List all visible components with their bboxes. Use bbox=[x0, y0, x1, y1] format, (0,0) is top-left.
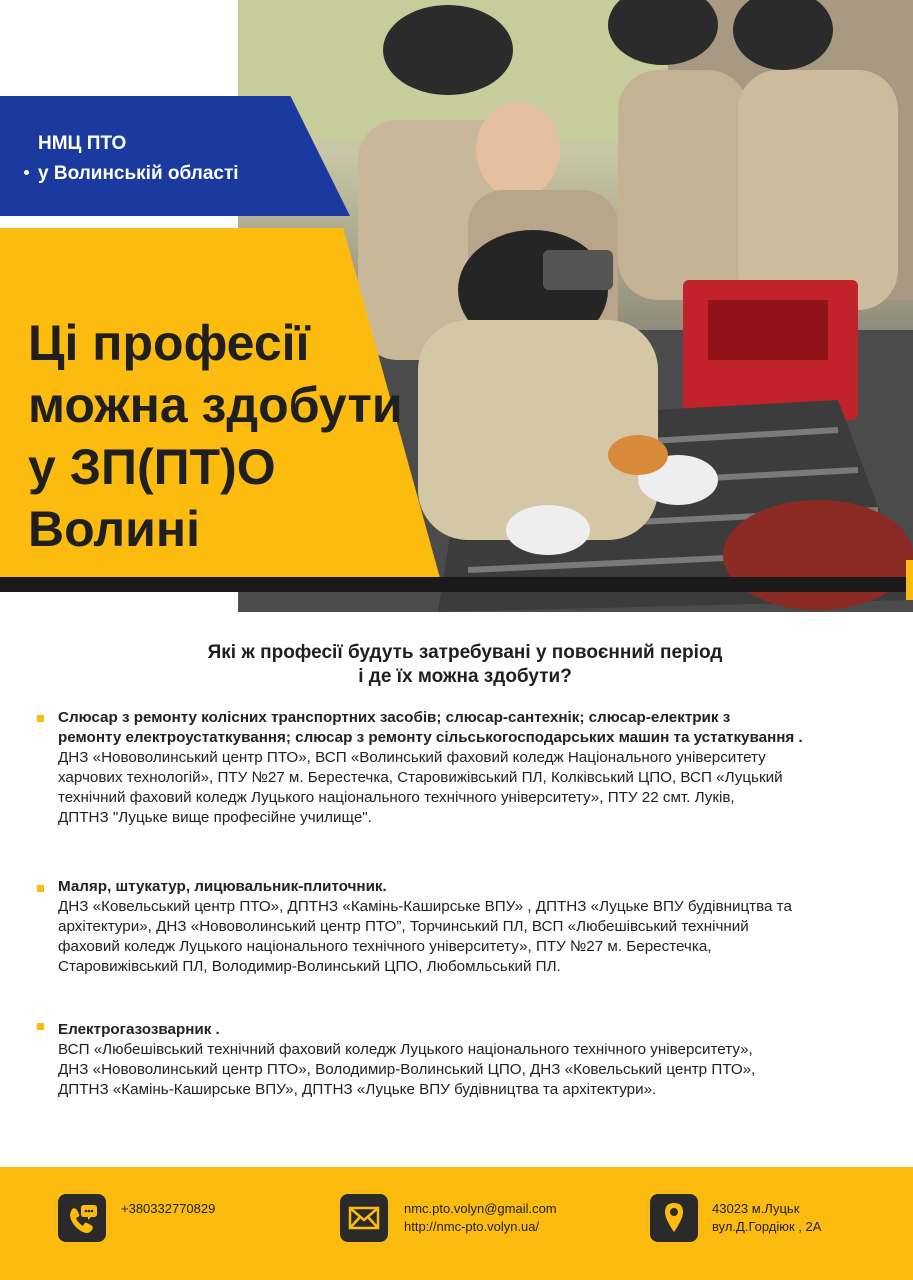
institutions-line: ДПТНЗ «Камінь-Каширське ВПУ», ДПТНЗ «Луцьке ВПУ будівництва та архітектури». bbox=[58, 1081, 657, 1098]
section-question bbox=[120, 641, 810, 689]
mail-icon bbox=[340, 1194, 388, 1242]
phone-chat-icon bbox=[58, 1194, 106, 1242]
question-line: Які ж професії будуть затребувані у повоєнний період bbox=[207, 642, 723, 663]
bullet-icon bbox=[37, 885, 44, 892]
org-name-line1: НМЦ ПТО bbox=[38, 133, 127, 154]
profession-title-line: ремонту електроустаткування; слюсар з ремонту сільськогосподарських машин та устаткування . bbox=[58, 729, 803, 746]
location-pin-icon bbox=[650, 1194, 698, 1242]
profession-item bbox=[58, 708, 878, 828]
institutions-list bbox=[58, 748, 878, 828]
institutions-line: харчових технологій», ПТУ №27 м. Берестечка, Старовижівський ПЛ, Колківський ЦПО, ВСП «Луцький bbox=[58, 769, 783, 786]
address-line: 43023 м.Луцьк bbox=[712, 1201, 800, 1216]
institutions-line: архітектури», ДНЗ «Нововолинський центр ПТО”, Торчинський ПЛ, ВСП «Любешівський технічний bbox=[58, 918, 749, 935]
divider-bar bbox=[0, 577, 913, 592]
profession-item bbox=[58, 877, 878, 977]
email-link[interactable]: nmc.pto.volyn@gmail.com bbox=[404, 1201, 557, 1216]
institutions-list bbox=[58, 1040, 878, 1100]
website-link[interactable]: http://nmc-pto.volyn.ua/ bbox=[404, 1219, 540, 1234]
institutions-line: ДПТНЗ "Луцьке вище професійне училище". bbox=[58, 809, 372, 826]
title-line: Волині bbox=[28, 501, 200, 557]
bullet-icon bbox=[37, 715, 44, 722]
profession-title-line: Електрогазозварник . bbox=[58, 1021, 220, 1038]
footer-address bbox=[712, 1200, 821, 1236]
title-line: можна здобути bbox=[28, 377, 403, 433]
org-name-line2: у Волинській області bbox=[38, 163, 239, 184]
bullet-icon bbox=[37, 1023, 44, 1030]
phone-number[interactable]: +380332770829 bbox=[121, 1201, 216, 1216]
institutions-line: Старовижівський ПЛ, Володимир-Волинський ЦПО, Любомльський ПЛ. bbox=[58, 958, 561, 975]
institutions-line: ВСП «Любешівський технічний фаховий коледж Луцького національного технічного університету», bbox=[58, 1041, 753, 1058]
page-title bbox=[28, 312, 448, 560]
institutions-line: технічний фаховий коледж Луцького національного технічного університету», ПТУ 22 смт. Луків, bbox=[58, 789, 735, 806]
title-line: Ці професії bbox=[28, 315, 310, 371]
profession-item bbox=[58, 1020, 878, 1100]
yellow-accent bbox=[906, 560, 913, 600]
institutions-line: ДНЗ «Нововолинський центр ПТО», ВСП «Волинський фаховий коледж Національного університету bbox=[58, 749, 766, 766]
institutions-line: ДНЗ «Ковельський центр ПТО», ДПТНЗ «Камінь-Каширське ВПУ» , ДПТНЗ «Луцьке ВПУ будівництва та bbox=[58, 898, 792, 915]
profession-title bbox=[58, 877, 878, 897]
institutions-line: фаховий коледж Луцького національного технічного університету», ПТУ №27 м. Берестечка, bbox=[58, 938, 712, 955]
profession-title-line: Слюсар з ремонту колісних транспортних засобів; слюсар-сантехнік; слюсар-електрик з bbox=[58, 709, 731, 726]
footer-phone[interactable] bbox=[121, 1200, 215, 1218]
institutions-list bbox=[58, 897, 878, 977]
institutions-line: ДНЗ «Нововолинський центр ПТО», Володимир-Волинський ЦПО, ДНЗ «Ковельський центр ПТО», bbox=[58, 1061, 756, 1078]
address-line: вул.Д.Гордіюк , 2А bbox=[712, 1219, 822, 1234]
question-line: і де їх можна здобути? bbox=[358, 666, 572, 687]
title-line: у ЗП(ПТ)О bbox=[28, 439, 276, 495]
profession-title bbox=[58, 708, 878, 748]
profession-title-line: Маляр, штукатур, лицювальник-плиточник. bbox=[58, 878, 387, 895]
org-bullet bbox=[24, 170, 29, 175]
org-band bbox=[0, 96, 350, 216]
footer-contacts bbox=[404, 1200, 557, 1236]
profession-title bbox=[58, 1020, 878, 1040]
